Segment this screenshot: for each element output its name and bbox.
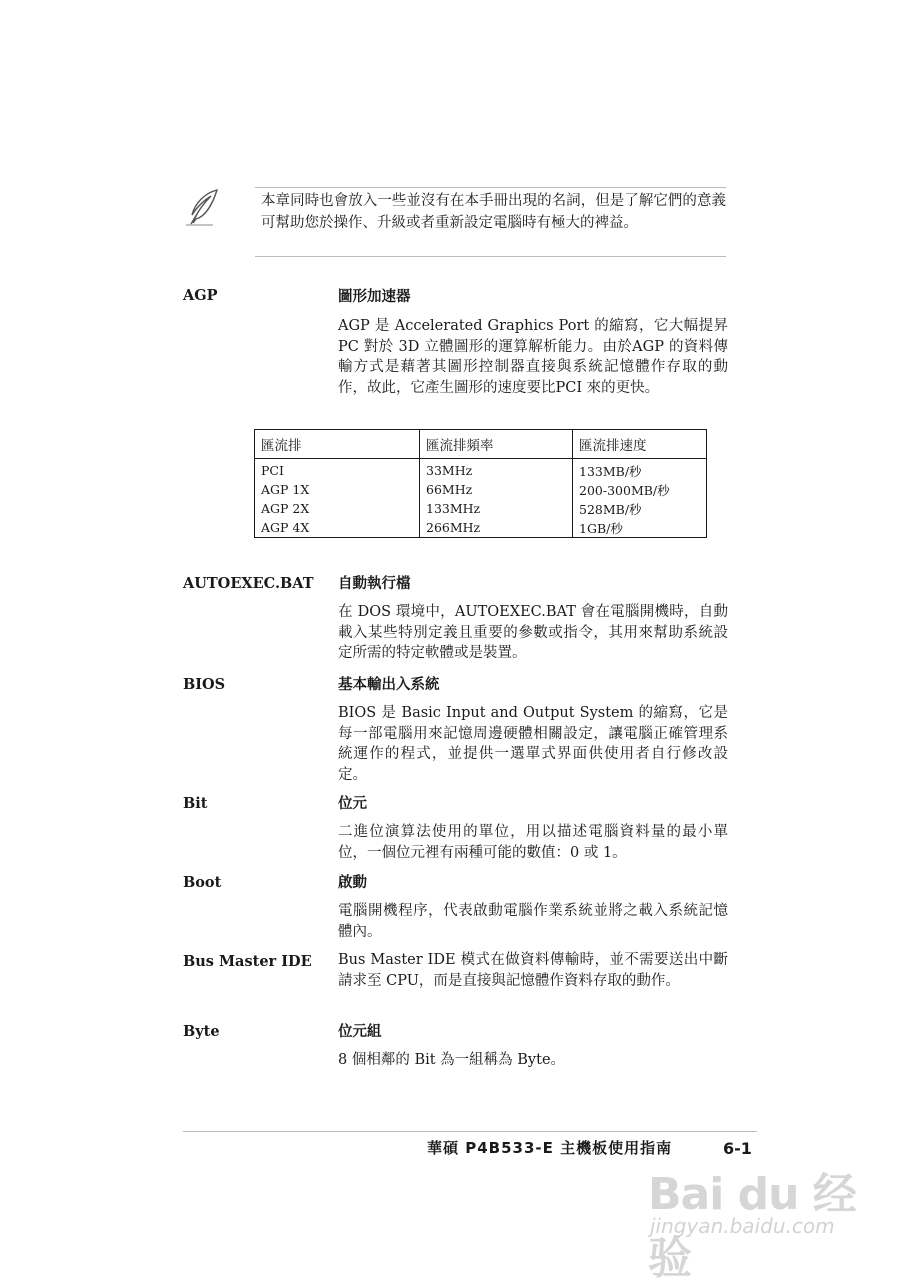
bus-speed-table bbox=[254, 429, 707, 538]
table-cell: AGP 2X bbox=[255, 499, 420, 518]
title-boot: 啟動 bbox=[338, 875, 367, 891]
table-cell: 1GB/秒 bbox=[573, 518, 707, 538]
title-autoexec: 自動執行檔 bbox=[338, 576, 411, 592]
table-cell: 200-300MB/秒 bbox=[573, 480, 707, 499]
note-bottom-rule bbox=[255, 256, 726, 257]
title-byte: 位元組 bbox=[338, 1024, 382, 1040]
table-header-cell: 匯流排速度 bbox=[573, 430, 707, 459]
table-cell: 33MHz bbox=[420, 459, 573, 481]
desc-byte: 8 個相鄰的 Bit 為一組稱為 Byte。 bbox=[338, 1052, 566, 1068]
watermark bbox=[640, 1158, 870, 1284]
table-cell: 528MB/秒 bbox=[573, 499, 707, 518]
desc-bios: BIOS 是 Basic Input and Output System 的縮寫，它是每一部電腦用來記憶周邊硬體相關設定，讓電腦正確管理系統運作的程式，並提供一選單式界面供使用者自行修改設定。 bbox=[338, 705, 728, 783]
table-cell: 266MHz bbox=[420, 518, 573, 538]
desc-autoexec: 在 DOS 環境中，AUTOEXEC.BAT 會在電腦開機時，自動載入某些特別定義且重要的參數或指令，其用來幫助系統設定所需的特定軟體或是裝置。 bbox=[338, 604, 728, 661]
title-bios: 基本輸出入系統 bbox=[338, 677, 440, 693]
table-row bbox=[255, 518, 707, 538]
desc-bit: 二進位演算法使用的單位，用以描述電腦資料量的最小單位，一個位元裡有兩種可能的數值：0 或 1。 bbox=[338, 824, 728, 861]
title-agp: 圖形加速器 bbox=[338, 289, 411, 305]
table-cell: AGP 4X bbox=[255, 518, 420, 538]
watermark-url: jingyan.baidu.com bbox=[650, 1214, 835, 1238]
table-cell: 133MHz bbox=[420, 499, 573, 518]
table-cell: 133MB/秒 bbox=[573, 459, 707, 481]
desc-bus-master-ide: Bus Master IDE 模式在做資料傳輸時，並不需要送出中斷請求至 CPU，而是直接與記憶體作資料存取的動作。 bbox=[338, 952, 728, 989]
table-row bbox=[255, 499, 707, 518]
footer-rule bbox=[183, 1131, 757, 1132]
table-header-cell: 匯流排頻率 bbox=[420, 430, 573, 459]
footer-title: 華碩 P4B533-E 主機板使用指南 bbox=[427, 1139, 673, 1157]
table-cell: AGP 1X bbox=[255, 480, 420, 499]
desc-boot: 電腦開機程序，代表啟動電腦作業系統並將之載入系統記憶體內。 bbox=[338, 903, 728, 940]
watermark-logo: Bai du 经验 bbox=[648, 1169, 856, 1284]
table-row bbox=[255, 480, 707, 499]
feather-pen-icon bbox=[183, 187, 223, 227]
term-bios: BIOS bbox=[183, 676, 226, 693]
note-top-rule bbox=[255, 187, 726, 188]
table-header-row bbox=[255, 430, 707, 459]
table-row bbox=[255, 459, 707, 481]
term-autoexec: AUTOEXEC.BAT bbox=[183, 575, 314, 592]
table-cell: 66MHz bbox=[420, 480, 573, 499]
table-cell: PCI bbox=[255, 459, 420, 481]
term-bus-master-ide: Bus Master IDE bbox=[183, 953, 312, 970]
term-boot: Boot bbox=[183, 874, 222, 891]
title-bit: 位元 bbox=[338, 796, 367, 812]
term-bit: Bit bbox=[183, 795, 208, 812]
term-byte: Byte bbox=[183, 1023, 220, 1040]
term-agp: AGP bbox=[183, 287, 218, 304]
note-text: 本章同時也會放入一些並沒有在本手冊出現的名詞，但是了解它們的意義可幫助您於操作、升級或者重新設定電腦時有極大的裨益。 bbox=[261, 193, 726, 231]
desc-agp: AGP 是 Accelerated Graphics Port 的縮寫，它大幅提昇 PC 對於 3D 立體圖形的運算解析能力。由於AGP 的資料傳輸方式是藉著其圖形控制器直接與系統記憶體作存取的動作，故此，它產生圖形的速度要比PCI 來的更快。 bbox=[338, 318, 728, 396]
page-number: 6-1 bbox=[723, 1139, 752, 1158]
table-header-cell: 匯流排 bbox=[255, 430, 420, 459]
